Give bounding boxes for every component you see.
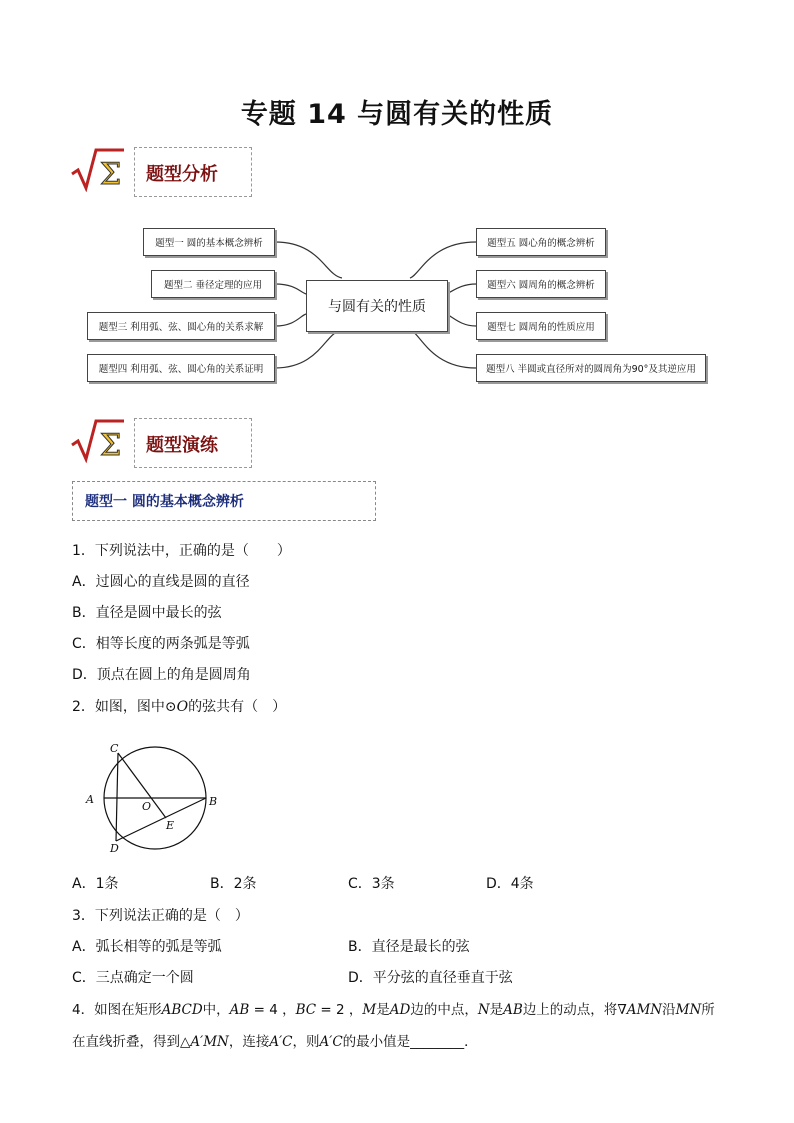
practice-section-label: 题型演练 [146, 435, 218, 456]
mindmap-item-type5: 题型五 圆心角的概念辨析 [476, 228, 606, 256]
q4-text: 中， [202, 1002, 230, 1018]
q2-label-d: D [110, 842, 119, 855]
q4-math: △A′MN [180, 1034, 229, 1050]
q1-option-a: A．过圆心的直线是圆的直径 [72, 574, 250, 590]
q4-line2 [72, 1030, 478, 1050]
q2-option-a: A．1条 [72, 876, 119, 892]
q4-text: = 4 ， [249, 1002, 296, 1018]
q4-answer-blank[interactable]: ________ [410, 1034, 465, 1050]
q1-option-d: D．顶点在圆上的角是圆周角 [72, 667, 251, 683]
q1-stem: 1．下列说法中，正确的是（ ） [72, 543, 291, 559]
q4-line1 [72, 998, 715, 1018]
q4-text: ，则 [292, 1034, 320, 1050]
svg-text:Σ: Σ [100, 157, 122, 192]
mindmap-item-type8: 题型八 半圆或直径所对的圆周角为90°及其逆应用 [476, 354, 706, 382]
q4-text: 4．如图在矩形 [72, 1002, 162, 1018]
q2-option-b: B．2条 [210, 876, 257, 892]
q2-stem-pre: 2．如图，图中 [72, 699, 165, 715]
q4-text: 边上的动点，将 [522, 1002, 618, 1018]
q4-text: 所 [701, 1002, 715, 1018]
mindmap-center: 与圆有关的性质 [306, 280, 448, 332]
mindmap-item-type6: 题型六 圆周角的概念辨析 [476, 270, 606, 298]
q4-math: AD [389, 1002, 411, 1018]
q2-circle-figure [80, 740, 230, 856]
q4-text: 的最小值是 [342, 1034, 411, 1050]
q2-option-c: C．3条 [348, 876, 395, 892]
q4-text: = 2 ， [316, 1002, 363, 1018]
q4-text: 是 [376, 1002, 390, 1018]
q2-label-e: E [166, 819, 175, 832]
q4-math: BC [295, 1002, 317, 1018]
q3-option-d: D．平分弦的直径垂直于弦 [348, 970, 513, 986]
q2-label-a: A [86, 793, 94, 806]
q2-option-d: D．4条 [486, 876, 534, 892]
q4-text: ． [464, 1034, 478, 1050]
mindmap-item-type1: 题型一 圆的基本概念辨析 [143, 228, 275, 256]
type1-heading: 题型一 圆的基本概念辨析 [72, 481, 376, 521]
mindmap-item-type7: 题型七 圆周角的性质应用 [476, 312, 606, 340]
q4-text: 边的中点， [410, 1002, 478, 1018]
q2-stem-post: 的弦共有（ ） [188, 699, 287, 715]
q4-math: AB [229, 1002, 250, 1018]
q2-label-c: C [110, 742, 119, 755]
q2-label-b: B [209, 795, 218, 808]
q4-math: M [362, 1002, 377, 1018]
q4-text: 在直线折叠，得到 [72, 1034, 180, 1050]
q4-math: MN [675, 1002, 702, 1018]
q4-math: ABCD [161, 1002, 203, 1018]
q4-math: A′C [319, 1034, 343, 1050]
sqrt-sigma-icon [70, 417, 126, 463]
q4-text: 沿 [662, 1002, 676, 1018]
q3-option-b: B．直径是最长的弦 [348, 939, 470, 955]
q3-stem: 3．下列说法正确的是（ ） [72, 908, 249, 924]
mindmap-item-type2: 题型二 垂径定理的应用 [151, 270, 275, 298]
q3-option-a: A．弧长相等的弧是等弧 [72, 939, 222, 955]
q2-circle-symbol: ⊙O [164, 699, 189, 715]
q1-option-c: C．相等长度的两条弧是等弧 [72, 636, 250, 652]
q3-option-c: C．三点确定一个圆 [72, 970, 194, 986]
q2-stem [72, 696, 286, 716]
mindmap-item-type4: 题型四 利用弧、弦、圆心角的关系证明 [87, 354, 275, 382]
sqrt-sigma-icon [70, 146, 126, 192]
q4-text: 是 [489, 1002, 504, 1018]
q4-math: A′C [269, 1034, 293, 1050]
q1-option-b: B．直径是圆中最长的弦 [72, 605, 222, 621]
q4-math: N [477, 1002, 490, 1018]
q4-text: ，连接 [228, 1034, 270, 1050]
q4-math: ∇AMN [617, 1002, 663, 1018]
q2-label-o: O [142, 800, 152, 813]
svg-text:Σ: Σ [100, 428, 122, 463]
q4-math: AB [503, 1002, 523, 1018]
page-title: 专题 14 与圆有关的性质 [240, 99, 554, 130]
analysis-section-label: 题型分析 [146, 164, 218, 185]
mindmap-item-type3: 题型三 利用弧、弦、圆心角的关系求解 [87, 312, 275, 340]
